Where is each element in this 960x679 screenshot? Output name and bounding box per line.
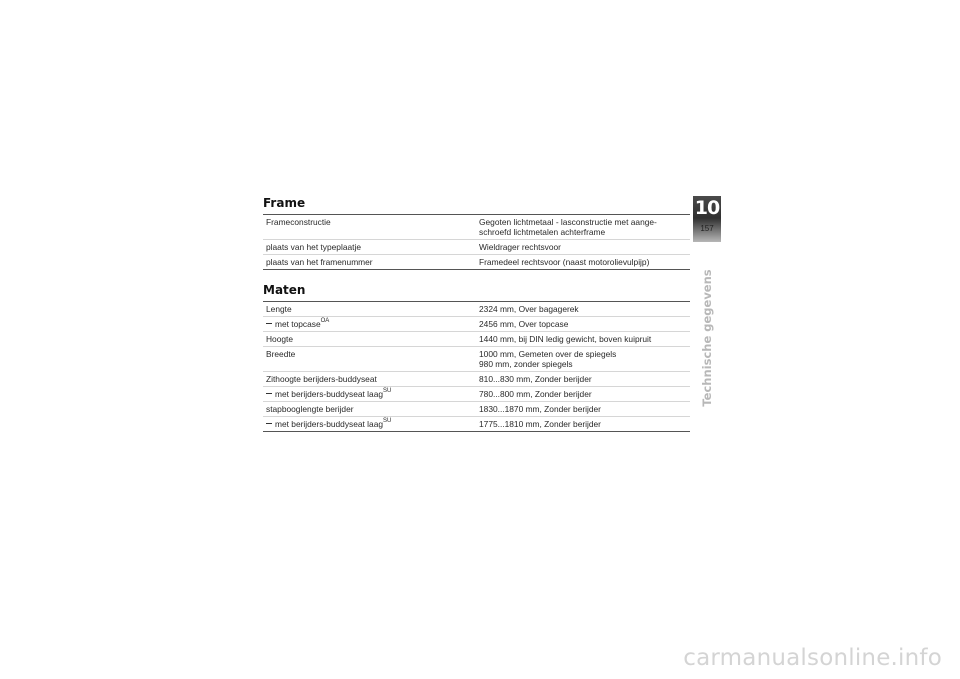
label-text: met berijders-buddyseat laag: [275, 389, 384, 399]
row-value: Wieldrager rechtsvoor: [476, 240, 690, 255]
row-label: Hoogte: [263, 332, 476, 347]
chapter-label: Technische gegevens: [700, 269, 714, 407]
row-label: [263, 387, 476, 402]
row-value: [476, 347, 690, 372]
dash-icon: [266, 323, 272, 324]
table-row: [263, 317, 690, 332]
row-label: plaats van het typeplaatje: [263, 240, 476, 255]
maten-table: [263, 301, 690, 432]
label-text: met berijders-buddyseat laag: [275, 419, 384, 429]
row-label: plaats van het framenummer: [266, 257, 373, 267]
table-row: [263, 347, 690, 372]
row-value: 780...800 mm, Zonder berijder: [476, 387, 690, 402]
row-label: Breedte: [263, 347, 476, 372]
row-label: Zithoogte berijders-buddyseat: [263, 372, 476, 387]
dash-icon: [266, 393, 272, 394]
table-row: [263, 215, 690, 240]
table-row: [263, 417, 690, 432]
content-area: [263, 196, 690, 432]
chapter-tab: [693, 196, 721, 242]
option-code: SU: [383, 418, 392, 425]
table-row: [263, 372, 690, 387]
row-label: [263, 317, 476, 332]
watermark: carmanualsonline.info: [683, 645, 942, 671]
section-title-maten: Maten: [263, 283, 306, 297]
option-code: OA: [320, 318, 330, 325]
value-line: Gegoten lichtmetaal - lasconstructie met aange-: [479, 217, 657, 227]
table-row: [263, 255, 690, 270]
value-line: 1000 mm, Gemeten over de spiegels: [479, 349, 617, 359]
row-label: stapbooglengte berijder: [263, 402, 476, 417]
frame-table: [263, 214, 690, 270]
table-row: [263, 387, 690, 402]
dash-icon: [266, 423, 272, 424]
page-number: 157: [700, 224, 714, 233]
table-row: [263, 240, 690, 255]
table-row: [263, 332, 690, 347]
option-code: SU: [383, 388, 392, 395]
row-label: [263, 417, 476, 432]
row-value: [476, 215, 690, 240]
value-line: schroefd lichtmetalen achterframe: [479, 227, 606, 237]
label-text: met topcase: [275, 319, 321, 329]
row-value: 1830...1870 mm, Zonder berijder: [476, 402, 690, 417]
chapter-number: 10: [694, 197, 720, 219]
row-value: 1440 mm, bij DIN ledig gewicht, boven kuipruit: [476, 332, 690, 347]
section-title-frame: Frame: [263, 196, 306, 210]
value-line: 980 mm, zonder spiegels: [479, 359, 573, 369]
row-value: Framedeel rechtsvoor (naast motorolievulpijp): [479, 257, 650, 267]
row-value: 810...830 mm, Zonder berijder: [476, 372, 690, 387]
row-label: Lengte: [263, 302, 476, 317]
row-label: Frameconstructie: [263, 215, 476, 240]
row-value: 1775...1810 mm, Zonder berijder: [479, 419, 601, 429]
row-value: 2456 mm, Over topcase: [476, 317, 690, 332]
table-row: [263, 302, 690, 317]
table-row: [263, 402, 690, 417]
row-value: 2324 mm, Over bagagerek: [476, 302, 690, 317]
